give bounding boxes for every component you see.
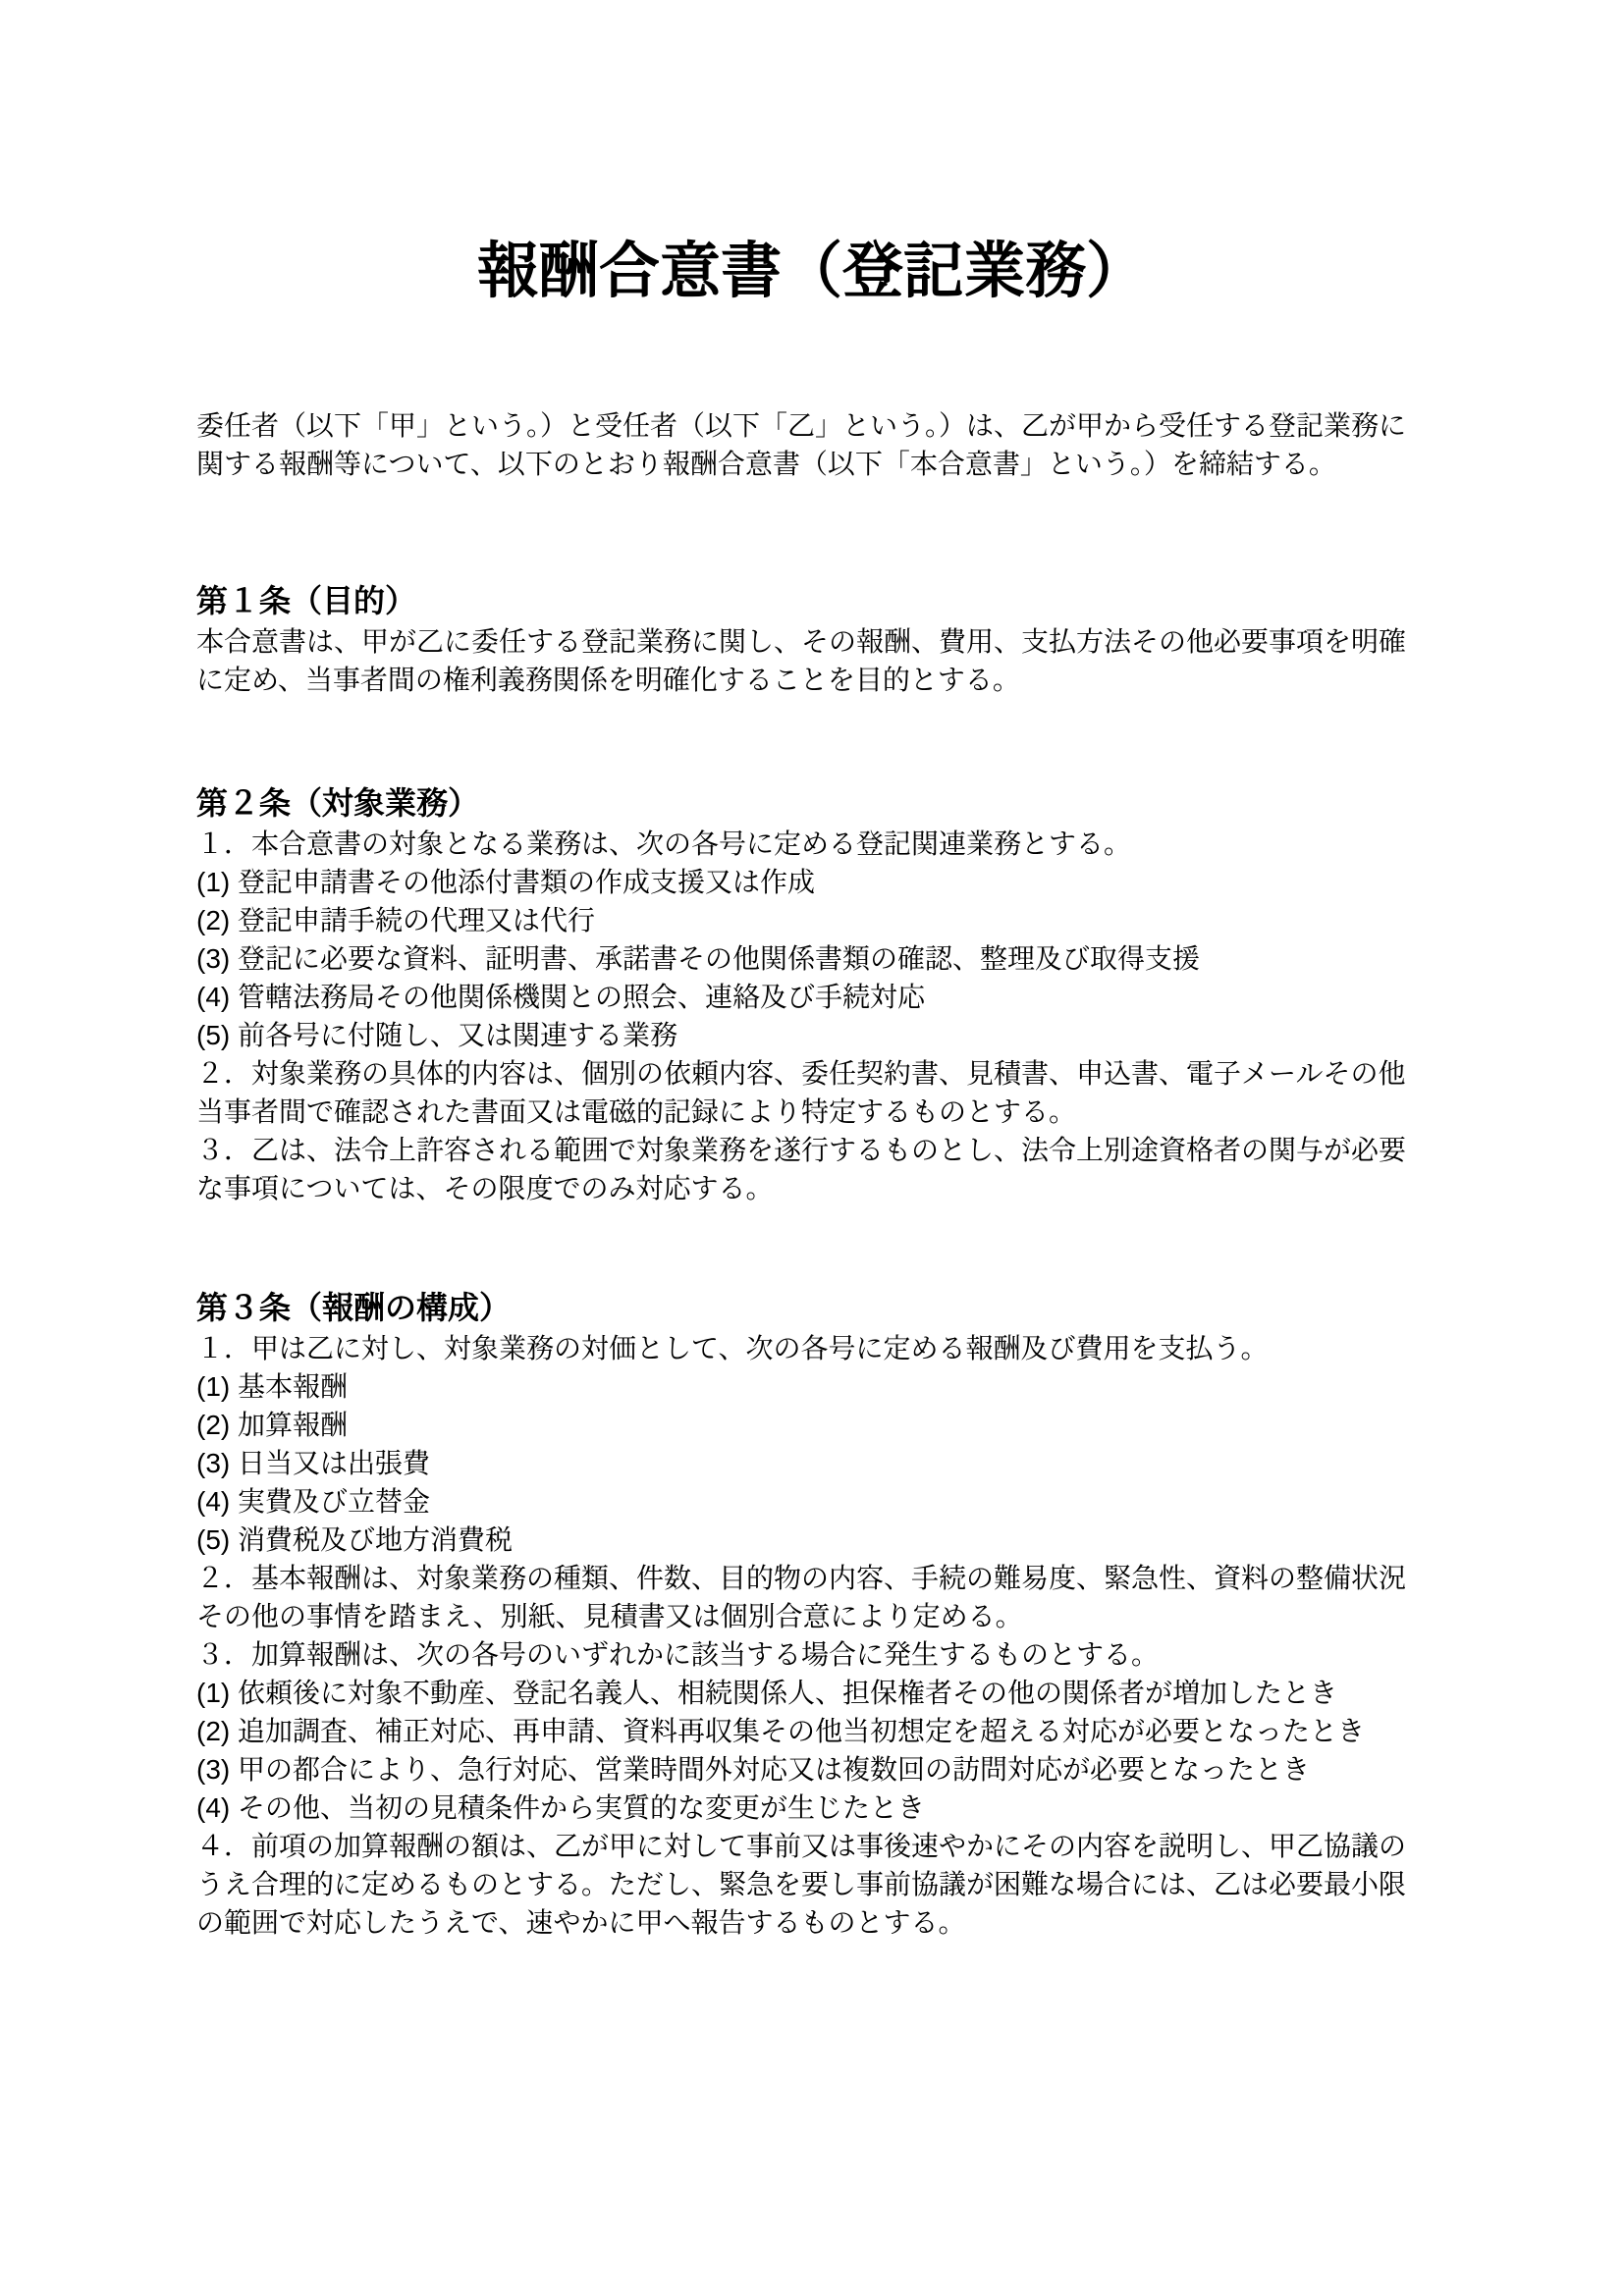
paragraph: ２．基本報酬は、対象業務の種類、件数、目的物の内容、手続の難易度、緊急性、資料の整備状況その他の事情を踏まえ、別紙、見積書又は個別合意により定める。: [196, 1563, 1407, 1631]
paragraph: １．本合意書の対象となる業務は、次の各号に定める登記関連業務とする。: [196, 828, 1132, 859]
article-3: [196, 1286, 1428, 1942]
paragraph: (3) 日当又は出張費: [196, 1448, 431, 1478]
paragraph: ４．前項の加算報酬の額は、乙が甲に対して事前又は事後速やかにその内容を説明し、甲乙協議のうえ合理的に定めるものとする。ただし、緊急を要し事前協議が困難な場合には、乙は必要最小限の範囲で対応したうえで、速やかに甲へ報告するものとする。: [196, 1831, 1407, 1938]
article-heading: 第１条（目的）: [196, 583, 417, 618]
paragraph: (4) 実費及び立替金: [196, 1486, 431, 1517]
paragraph: (1) 登記申請書その他添付書類の作成支援又は作成: [196, 867, 816, 897]
paragraph: (4) 管轄法務局その他関係機関との照会、連絡及び手続対応: [196, 982, 926, 1012]
paragraph: 本合意書は、甲が乙に委任する登記業務に関し、その報酬、費用、支払方法その他必要事項を明確に定め、当事者間の権利義務関係を明確化することを目的とする。: [196, 626, 1407, 695]
paragraph: (3) 甲の都合により、急行対応、営業時間外対応又は複数回の訪問対応が必要となったとき: [196, 1754, 1311, 1785]
article-1: [196, 579, 1428, 699]
paragraph: (5) 前各号に付随し、又は関連する業務: [196, 1020, 678, 1050]
paragraph: (2) 追加調査、補正対応、再申請、資料再収集その他当初想定を超える対応が必要となったとき: [196, 1716, 1366, 1746]
paragraph: (2) 加算報酬: [196, 1410, 349, 1440]
paragraph: ２．対象業務の具体的内容は、個別の依頼内容、委任契約書、見積書、申込書、電子メールその他当事者間で確認された書面又は電磁的記録により特定するものとする。: [196, 1058, 1406, 1127]
article-heading: 第２条（対象業務）: [196, 785, 480, 821]
paragraph: (4) その他、当初の見積条件から実質的な変更が生じたとき: [196, 1792, 926, 1823]
paragraph: (2) 登記申請手続の代理又は代行: [196, 905, 596, 935]
paragraph: (1) 基本報酬: [196, 1371, 349, 1402]
document-title: 報酬合意書（登記業務）: [476, 238, 1147, 305]
paragraph: ３．加算報酬は、次の各号のいずれかに該当する場合に発生するものとする。: [196, 1639, 1160, 1670]
paragraph: (5) 消費税及び地方消費税: [196, 1524, 514, 1555]
paragraph: (3) 登記に必要な資料、証明書、承諾書その他関係書類の確認、整理及び取得支援: [196, 943, 1201, 974]
paragraph: (1) 依頼後に対象不動産、登記名義人、相続関係人、担保権者その他の関係者が増加したとき: [196, 1678, 1338, 1708]
article-2: [196, 781, 1428, 1207]
paragraph: １．甲は乙に対し、対象業務の対価として、次の各号に定める報酬及び費用を支払う。: [196, 1333, 1269, 1363]
article-heading: 第３条（報酬の構成）: [196, 1290, 512, 1325]
intro-paragraph: 委任者（以下「甲」という。）と受任者（以下「乙」という。）は、乙が甲から受任する登記業務に関する報酬等について、以下のとおり報酬合意書（以下「本合意書」という。）を締結する。: [196, 410, 1407, 479]
paragraph: ３．乙は、法令上許容される範囲で対象業務を遂行するものとし、法令上別途資格者の関与が必要な事項については、その限度でのみ対応する。: [196, 1135, 1407, 1203]
